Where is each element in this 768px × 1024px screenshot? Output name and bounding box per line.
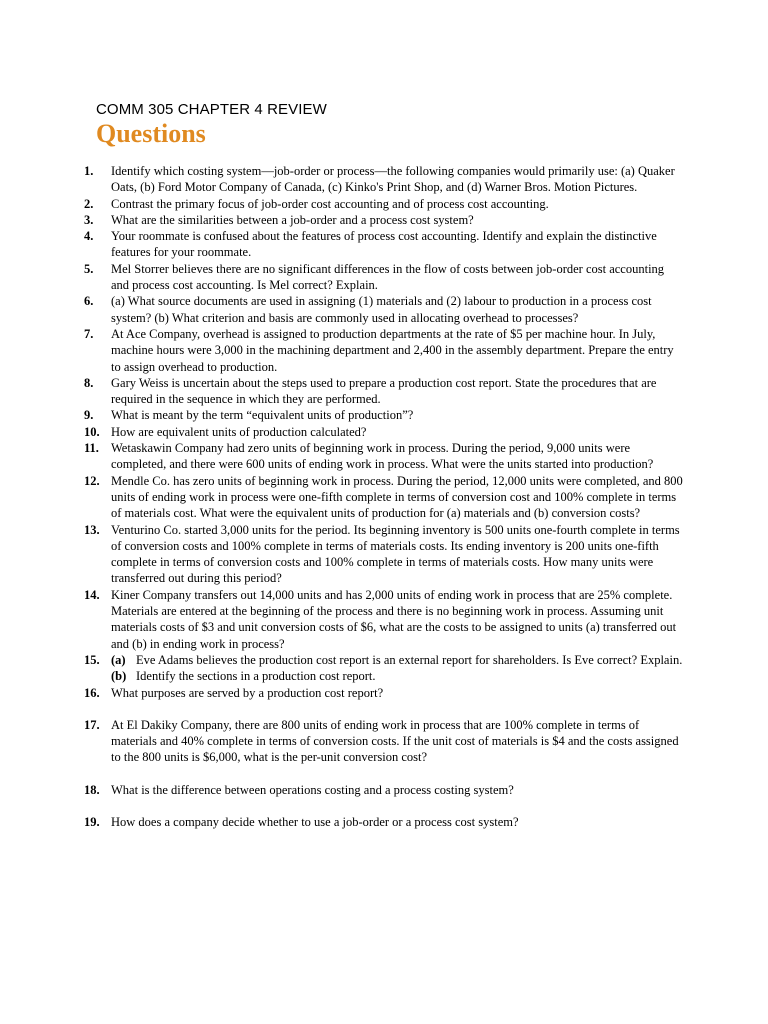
page-title: Questions	[96, 119, 206, 148]
question-number: 14.	[84, 587, 100, 602]
question-number: 1.	[84, 164, 94, 178]
question-number: 7.	[84, 326, 94, 341]
question-number: 12.	[84, 473, 100, 488]
question-10	[84, 424, 684, 440]
question-number: 11.	[84, 441, 99, 456]
question-12	[84, 473, 684, 522]
question-number: 15.	[84, 652, 100, 667]
question-text: Wetaskawin Company had zero units of beginning work in process. During the period, 9,000 units were completed, and there were 600 units of ending work in process. What were the units started into production?	[111, 441, 654, 472]
course-header: COMM 305 CHAPTER 4 REVIEW	[96, 101, 327, 118]
question-number: 5.	[84, 261, 94, 276]
question-text: What are the similarities between a job-order and a process cost system?	[111, 212, 474, 227]
question-8	[84, 375, 684, 408]
question-9	[84, 407, 684, 423]
question-14	[84, 587, 684, 652]
question-18	[84, 782, 684, 798]
question-text: (a) What source documents are used in assigning (1) materials and (2) labour to production in a process cost system? (b) What criterion and basis are commonly used in allocating overhead to processes?	[111, 294, 652, 325]
question-number: 10.	[84, 424, 100, 439]
part-label: (b)	[111, 669, 127, 684]
question-number: 17.	[84, 717, 100, 732]
question-text: What is the difference between operations costing and a process costing system?	[111, 782, 514, 797]
question-13	[84, 522, 684, 587]
question-19	[84, 814, 684, 830]
part-label: (a)	[111, 652, 126, 667]
question-text: What purposes are served by a production cost report?	[111, 685, 384, 700]
question-list	[84, 163, 684, 830]
question-text: What is meant by the term “equivalent units of production”?	[111, 408, 414, 423]
question-part-a	[111, 652, 684, 668]
question-text: Contrast the primary focus of job-order cost accounting and of process cost accounting.	[111, 196, 549, 211]
question-11	[84, 440, 684, 473]
question-16	[84, 685, 684, 701]
question-text: Mel Storrer believes there are no significant differences in the flow of costs between job-order cost accounting and process cost accounting. Is Mel correct? Explain.	[111, 261, 665, 293]
question-text: At Ace Company, overhead is assigned to production departments at the rate of $5 per machine hour. In July, machine hours were 3,000 in the machining department and 2,400 in the assembly department. Prepare the entry to assign overhead to production.	[111, 326, 674, 374]
question-6	[84, 293, 684, 326]
question-text: Venturino Co. started 3,000 units for the period. Its beginning inventory is 500 units one-fourth complete in terms of conversion costs and 100% complete in terms of materials costs. Its ending inventory is 200 units one-fifth complete in terms of conversion costs and 100% complete in terms of materials costs. How many units were transferred out during this period?	[111, 522, 680, 586]
question-number: 8.	[84, 375, 94, 390]
part-text: Identify the sections in a production cost report.	[136, 669, 376, 684]
question-part-b	[111, 668, 684, 684]
question-1	[84, 163, 684, 196]
question-number: 6.	[84, 294, 94, 309]
question-number: 18.	[84, 782, 100, 797]
question-number: 4.	[84, 229, 94, 244]
question-text: Mendle Co. has zero units of beginning work in process. During the period, 12,000 units were completed, and 800 units of ending work in process were one-fifth complete in terms of conversion cost and 100% complete in terms of materials cost. What were the equivalent units of production for (a) materials and (b) conversion costs?	[111, 473, 683, 521]
question-text: At El Dakiky Company, there are 800 units of ending work in process that are 100% complete in terms of materials and 40% complete in terms of conversion costs. If the unit cost of materials is $4 and the costs assigned to the 800 units is $6,000, what is the per-unit conversion cost?	[111, 717, 679, 765]
question-text: Your roommate is confused about the features of process cost accounting. Identify and explain the distinctive features for your roommate.	[111, 229, 657, 260]
question-text: Kiner Company transfers out 14,000 units and has 2,000 units of ending work in process that are 25% complete. Materials are entered at the beginning of the process and there is no beginning work in process. Assuming unit materials costs of $3 and unit conversion costs of $6, what are the costs to be assigned to units (a) transferred out and (b) in ending work in process?	[111, 587, 677, 651]
question-text: Gary Weiss is uncertain about the steps used to prepare a production cost report. State the procedures that are required in the sequence in which they are performed.	[111, 375, 657, 407]
question-text: How are equivalent units of production calculated?	[111, 424, 367, 439]
question-2	[84, 196, 684, 212]
question-number: 9.	[84, 408, 94, 423]
question-text: How does a company decide whether to use a job-order or a process cost system?	[111, 814, 519, 829]
question-number: 3.	[84, 212, 94, 227]
part-text: Eve Adams believes the production cost report is an external report for shareholders. Is Eve correct? Explain.	[136, 652, 683, 667]
question-number: 16.	[84, 685, 100, 700]
question-number: 19.	[84, 814, 100, 829]
question-7	[84, 326, 684, 375]
question-5	[84, 261, 684, 294]
question-text: Identify which costing system—job-order or process—the following companies would primarily use: (a) Quaker Oats, (b) Ford Motor Company of Canada, (c) Kinko's Print Shop, and (d) Warner Bros. Motion Pictures.	[111, 164, 675, 195]
question-15	[84, 652, 684, 685]
question-number: 2.	[84, 196, 94, 211]
question-3	[84, 212, 684, 228]
question-4	[84, 228, 684, 261]
question-number: 13.	[84, 522, 100, 537]
question-17	[84, 717, 684, 766]
